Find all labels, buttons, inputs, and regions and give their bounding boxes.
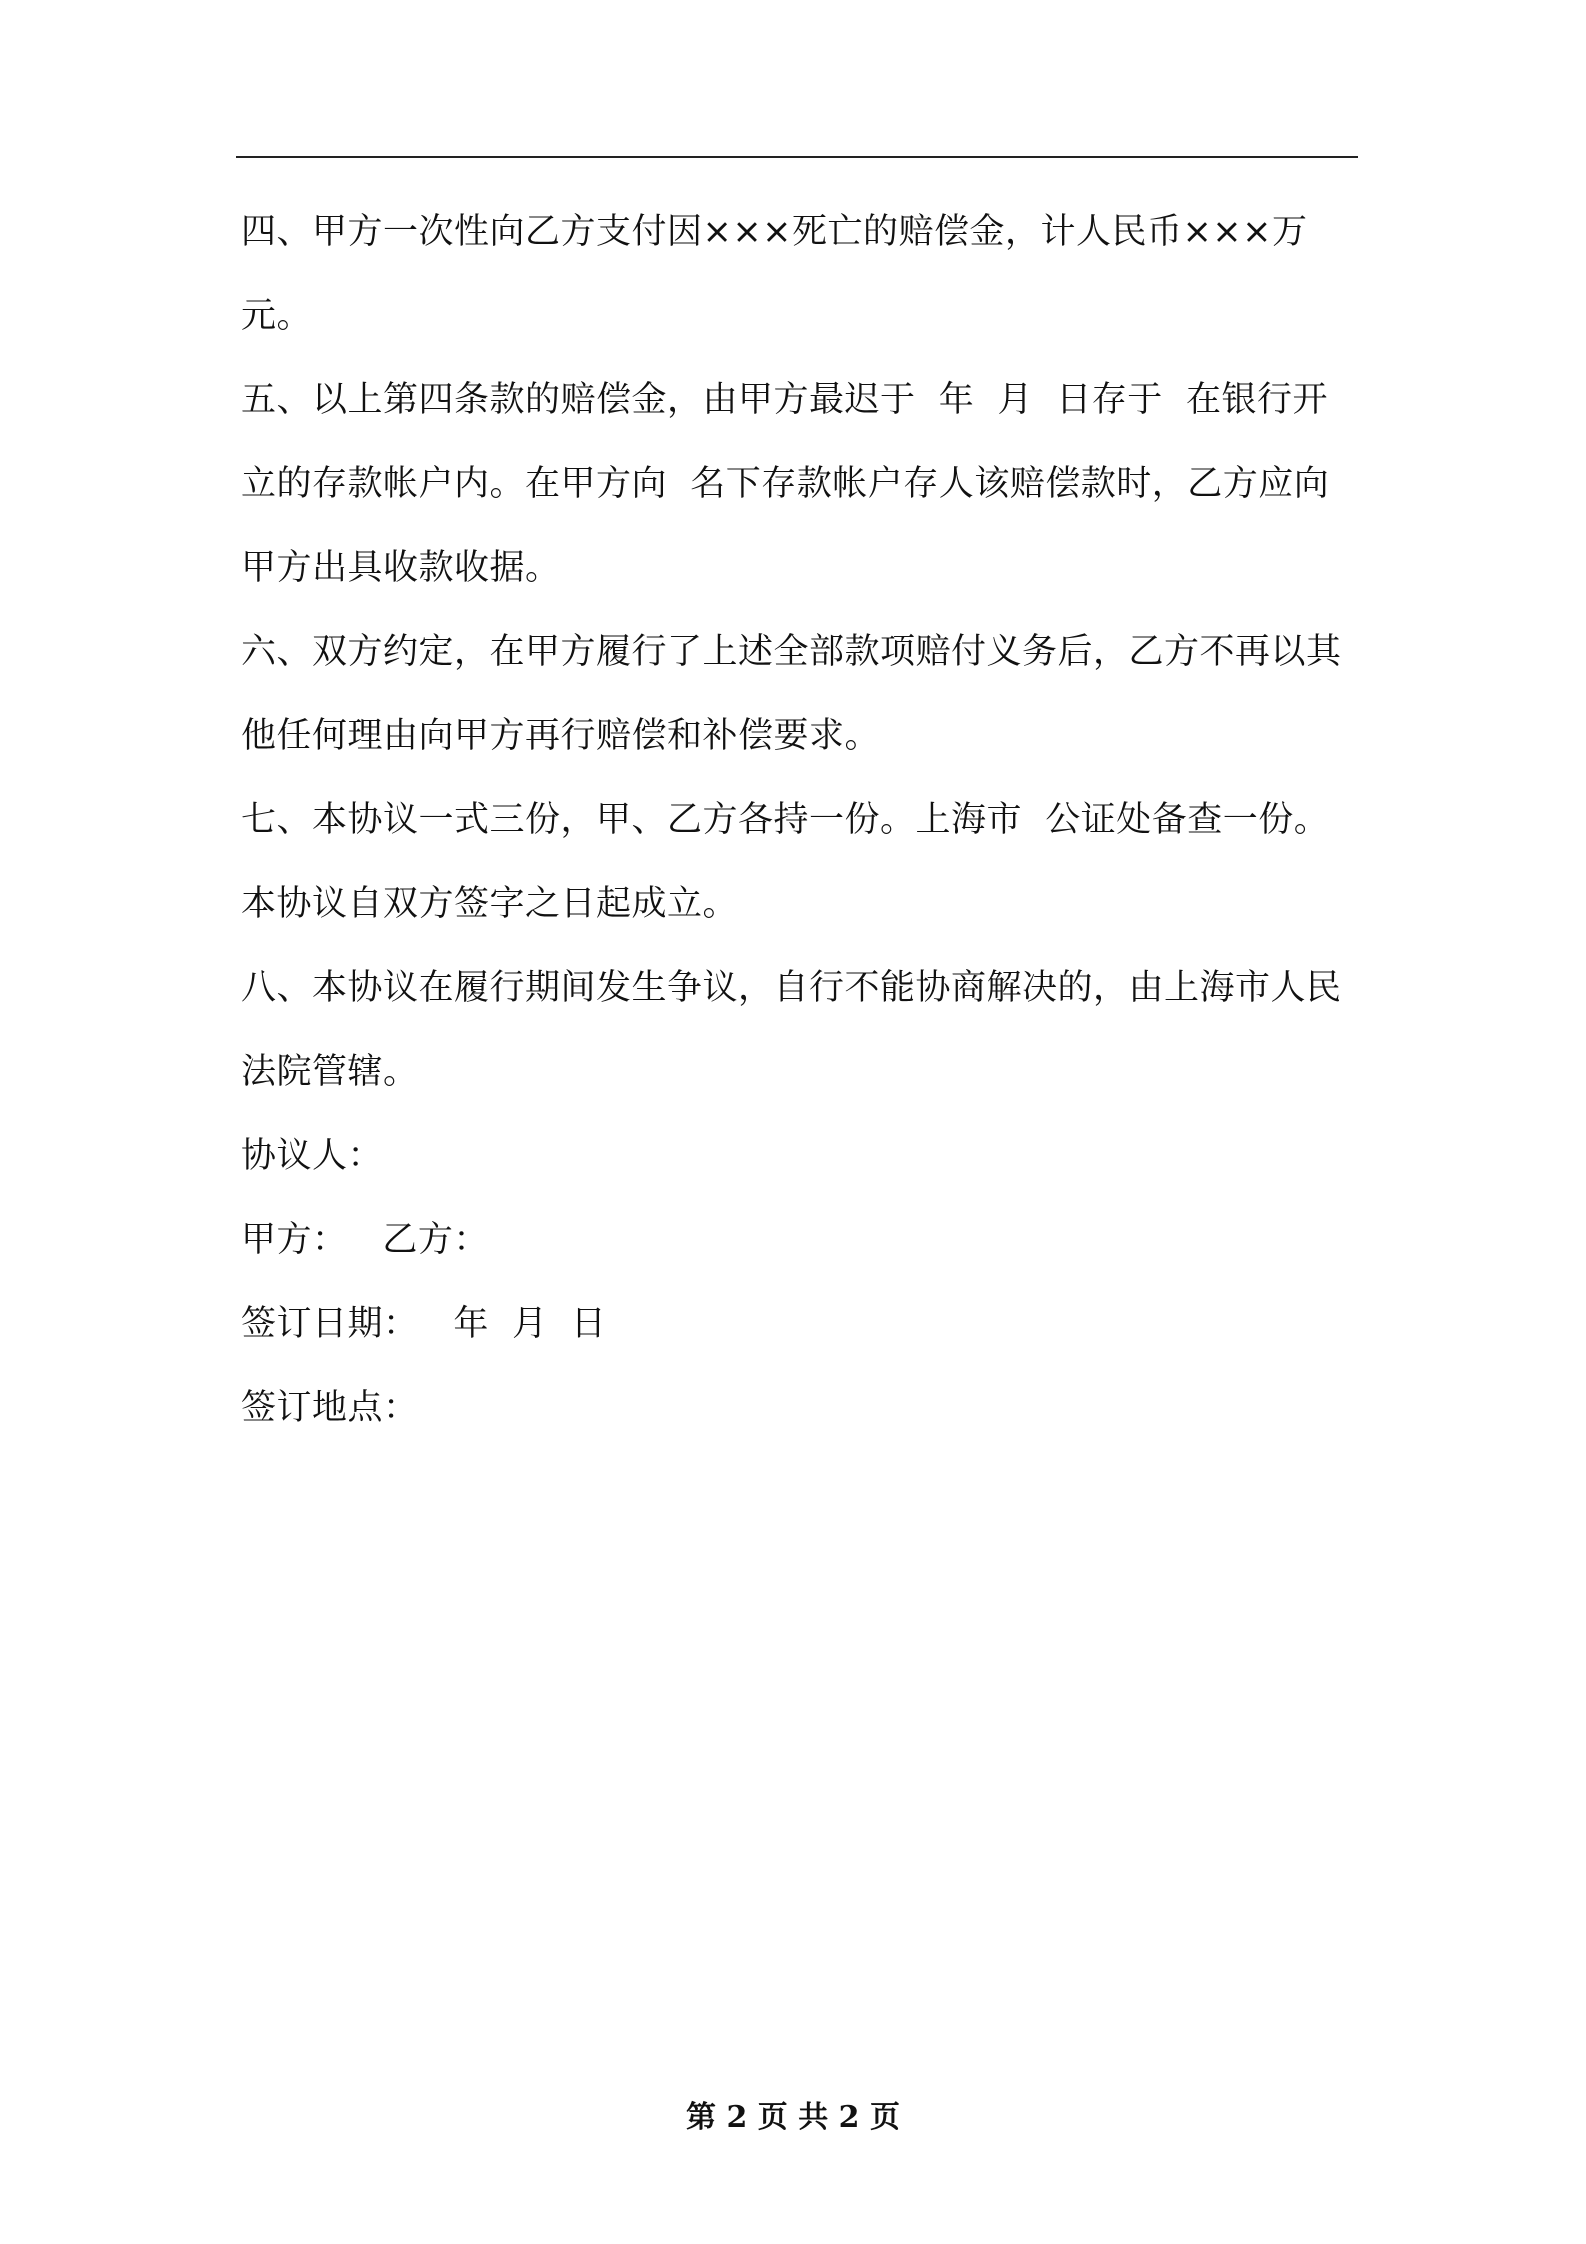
clause-7: 七、本协议一式三份，甲、乙方各持一份。上海市 公证处备查一份。本协议自双方签字之日起成立。	[241, 800, 1330, 924]
party-line: 甲方： 乙方：	[241, 1220, 489, 1260]
clause-6: 六、双方约定，在甲方履行了上述全部款项赔付义务后，乙方不再以其他任何理由向甲方再行赔偿和补偿要求。	[241, 632, 1342, 756]
page-number-footer: 第 2 页 共 2 页	[686, 2100, 900, 2135]
clause-8: 八、本协议在履行期间发生争议，自行不能协商解决的，由上海市人民法院管辖。	[241, 968, 1342, 1092]
header-rule	[236, 156, 1358, 158]
clause-4: 四、甲方一次性向乙方支付因×××死亡的赔偿金，计人民币×××万元。	[241, 212, 1308, 336]
clause-5: 五、以上第四条款的赔偿金，由甲方最迟于 年 月 日存于 在银行开立的存款帐户内。在甲方向 名下存款帐户存人该赔偿款时，乙方应向甲方出具收款收据。	[241, 380, 1330, 588]
document-body	[241, 190, 1361, 1450]
parties-label: 协议人：	[241, 1136, 384, 1176]
signing-place-line: 签订地点：	[241, 1388, 419, 1428]
signing-date-line: 签订日期： 年 月 日	[241, 1304, 607, 1344]
